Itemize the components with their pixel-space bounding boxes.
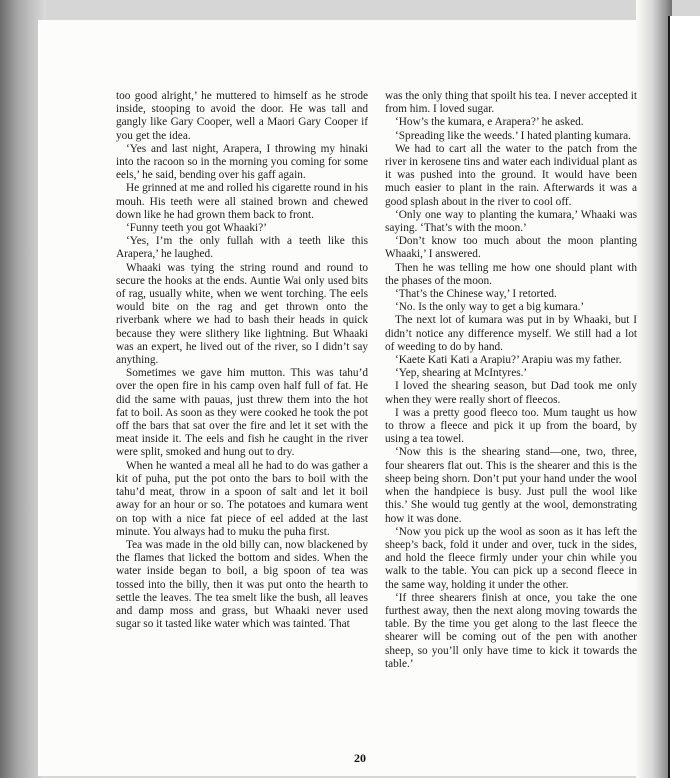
paragraph: ‘Now you pick up the wool as soon as it has left the sheep’s back, fold it under and over, tuck in the sides, and hold the fleece firmly under your chin while you walk to the table. You can pick up a second fleece in the same way, holding it under the other.: [385, 525, 637, 591]
gutter-shadow: [636, 0, 672, 778]
paragraph: ‘Funny teeth you got Whaaki?’: [126, 222, 267, 235]
paragraph: ‘If three shearers finish at once, you take the one furthest away, then the next along moving towards the table. By the time you get along to the last fleece the shearer will be coming out of the pen with another sheep, so you’ll only have time to kick it towards the table.’: [385, 591, 637, 670]
paragraph: When he wanted a meal all he had to do was gather a kit of puha, put the pot onto the bars to boil with the tahu’d meat, throw in a spoon of salt and let it boil away for an hour or so. The potatoes and kumara went on top with a nice fat piece of eel added at the last minute. You always had to muku the puha first.: [116, 459, 368, 538]
paragraph: Tea was made in the old billy can, now blackened by the flames that licked the bottom and sides. When the water inside began to boil, a big spoon of tea was tossed into the billy, then it was put onto the hearth to settle the leaves. The tea smelt like the bush, all leaves and damp moss and grass, but Whaaki never used sugar so it tasted like water which was tainted. That: [116, 538, 368, 631]
paragraph: Then he was telling me how one should plant with the phases of the moon.: [385, 261, 637, 287]
paragraph: ‘Spreading like the weeds.’ I hated planting kumara.: [395, 129, 632, 142]
page-number: 20: [354, 751, 366, 765]
paragraph: Sometimes we gave him mutton. This was tahu’d over the open fire in his camp oven half full of fat. He did the same with pauas, just threw them into the hot fat to boil. As soon as they were cooked he took the pot off the bars that sat over the fire and let it set with the meat inside it. The eels and fish he caught in the river were split, smoked and hung out to dry.: [116, 367, 368, 459]
paragraph: ‘How’s the kumara, e Arapera?’ he asked.: [395, 116, 584, 129]
paragraph: We had to cart all the water to the patch from the river in kerosene tins and water each individual plant as it was pushed into the ground. It would have been much easier to plant in the rain. Afterwards it was a good splash about in the river to cool off.: [385, 142, 637, 208]
paragraph: ‘Don’t know too much about the moon planting Whaaki,’ I answered.: [385, 235, 637, 261]
paragraph: ‘Yep, shearing at McIntyres.’: [395, 367, 528, 380]
paragraph: ‘Yes and last night, Arapera, I throwing my hinaki into the racoon so in the morning you coming for some eels,’ he said, bending over his gaff again.: [116, 142, 368, 182]
paragraph: was the only thing that spoilt his tea. I never accepted it from him. I loved sugar.: [385, 90, 637, 116]
paragraph: I was a pretty good fleeco too. Mum taught us how to throw a fleece and pick it up from the board, by using a tea towel.: [385, 406, 637, 446]
paragraph: He grinned at me and rolled his cigarette round in his mouh. His teeth were all stained brown and chewed down like he had grown them back to front.: [116, 182, 368, 221]
paragraph: ‘Kaete Kati Kati a Arapiu?’ Arapiu was my father.: [395, 354, 622, 367]
next-page-edge: [668, 16, 700, 778]
paragraph: too good alright,’ he muttered to himself as he strode inside, stooping to avoid the door. He was tall and gangly like Gary Cooper, well a Maori Gary Cooper if you get the idea.: [116, 90, 368, 142]
paragraph: ‘No. Is the only way to get a big kumara.’: [395, 301, 585, 314]
right-text-column: [385, 90, 637, 671]
paragraph: The next lot of kumara was put in by Whaaki, but I didn’t notice any difference myself. We still had a lot of weeding to do by hand.: [385, 314, 637, 353]
paragraph: ‘Yes, I’m the only fullah with a teeth like this Arapera,’ he laughed.: [116, 235, 368, 261]
left-text-column: [116, 90, 368, 631]
paragraph: ‘Only one way to planting the kumara,’ Whaaki was saying. ‘That’s with the moon.’: [385, 208, 637, 235]
paragraph: ‘That’s the Chinese way,’ I retorted.: [395, 288, 557, 301]
paragraph: Whaaki was tying the string round and round to secure the hooks at the ends. Auntie Wai only used bits of rag, usually white, when we went torching. The eels would bite on the rag and get thrown onto the riverbank where we had to bash their heads in quick because they were slithery like lightning. But Whaaki was an expert, he lived out of the river, so I didn’t say anything.: [116, 261, 368, 367]
paragraph: I loved the shearing season, but Dad took me only when they were really short of fleecos.: [385, 380, 637, 406]
paragraph: ‘Now this is the shearing stand—one, two, three, four shearers flat out. This is the shearer and this is the sheep being shorn. Don’t put your hand under the wool when the handpiece is busy. Just pull the wool like this.’ She would tug gently at the wool, demonstrating how it was done.: [385, 446, 637, 525]
